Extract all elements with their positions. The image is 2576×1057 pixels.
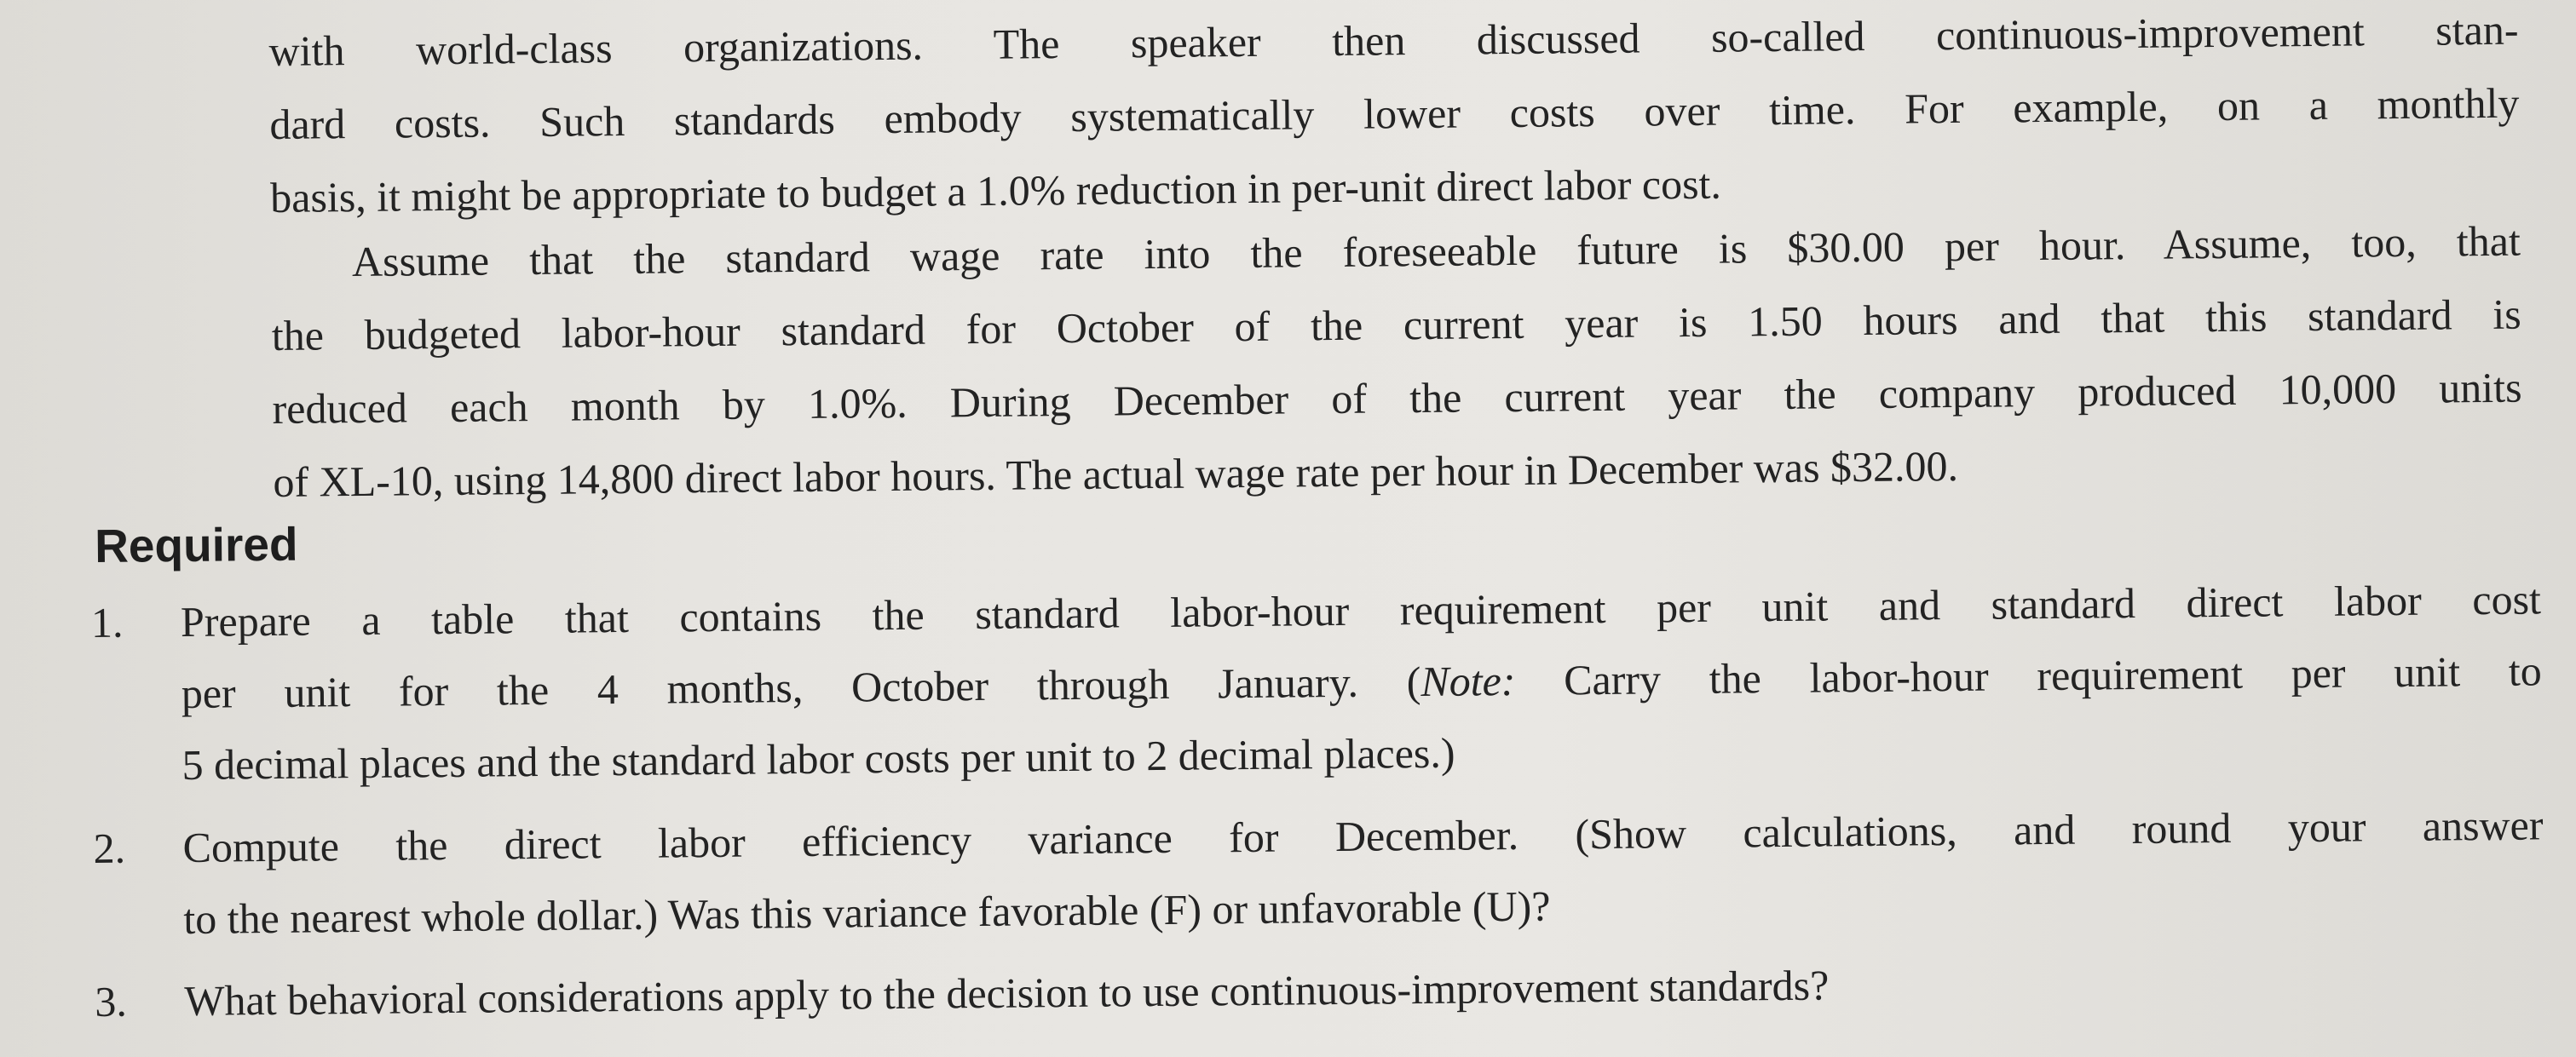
text-line: 5 decimal places and the standard labor costs per unit to 2 decimal places.) [182, 728, 1455, 789]
text-line: the budgeted labor-hour standard for October of the current year is 1.50 hours and that this standard is [271, 290, 2521, 359]
note-label: Note: [1421, 656, 1516, 706]
text-line: Prepare a table that contains the standard labor-hour requirement per unit and standard direct labor cost [180, 575, 2542, 646]
text-line: with world-class organizations. The speaker then discussed so-called continuous-improvement stan- [268, 5, 2519, 75]
paragraph-assumptions [271, 204, 2523, 519]
paragraph-continuation [268, 0, 2520, 234]
text-line: reduced each month by 1.0%. During December of the current year the company produced 10,000 units [272, 363, 2522, 433]
text-line: per unit for the 4 months, October through January. (Note: Carry the labor-hour requirement per unit to [181, 646, 2542, 717]
text-line: dard costs. Such standards embody systematically lower costs over time. For example, on a monthly [269, 78, 2520, 148]
text-line: Compute the direct labor efficiency variance for December. (Show calculations, and round your answer [182, 801, 2544, 871]
text-line: What behavioral considerations apply to the decision to use continuous-improvement standards? [184, 961, 1830, 1025]
text-line: of XL-10, using 14,800 direct labor hours. The actual wage rate per hour in December was $32.00. [273, 441, 1959, 506]
text-line: Assume that the standard wage rate into the foreseeable future is $30.00 per hour. Assume, too, that [351, 216, 2521, 286]
text-line: to the nearest whole dollar.) Was this variance favorable (F) or unfavorable (U)? [183, 882, 1551, 943]
item-number: 2. [93, 824, 126, 872]
item-number: 3. [95, 977, 128, 1025]
required-heading: Required [94, 517, 298, 572]
text-line: basis, it might be appropriate to budget a 1.0% reduction in per-unit direct labor cost. [269, 159, 1722, 221]
requirement-item-1 [90, 563, 2545, 789]
item-number: 1. [90, 598, 124, 647]
